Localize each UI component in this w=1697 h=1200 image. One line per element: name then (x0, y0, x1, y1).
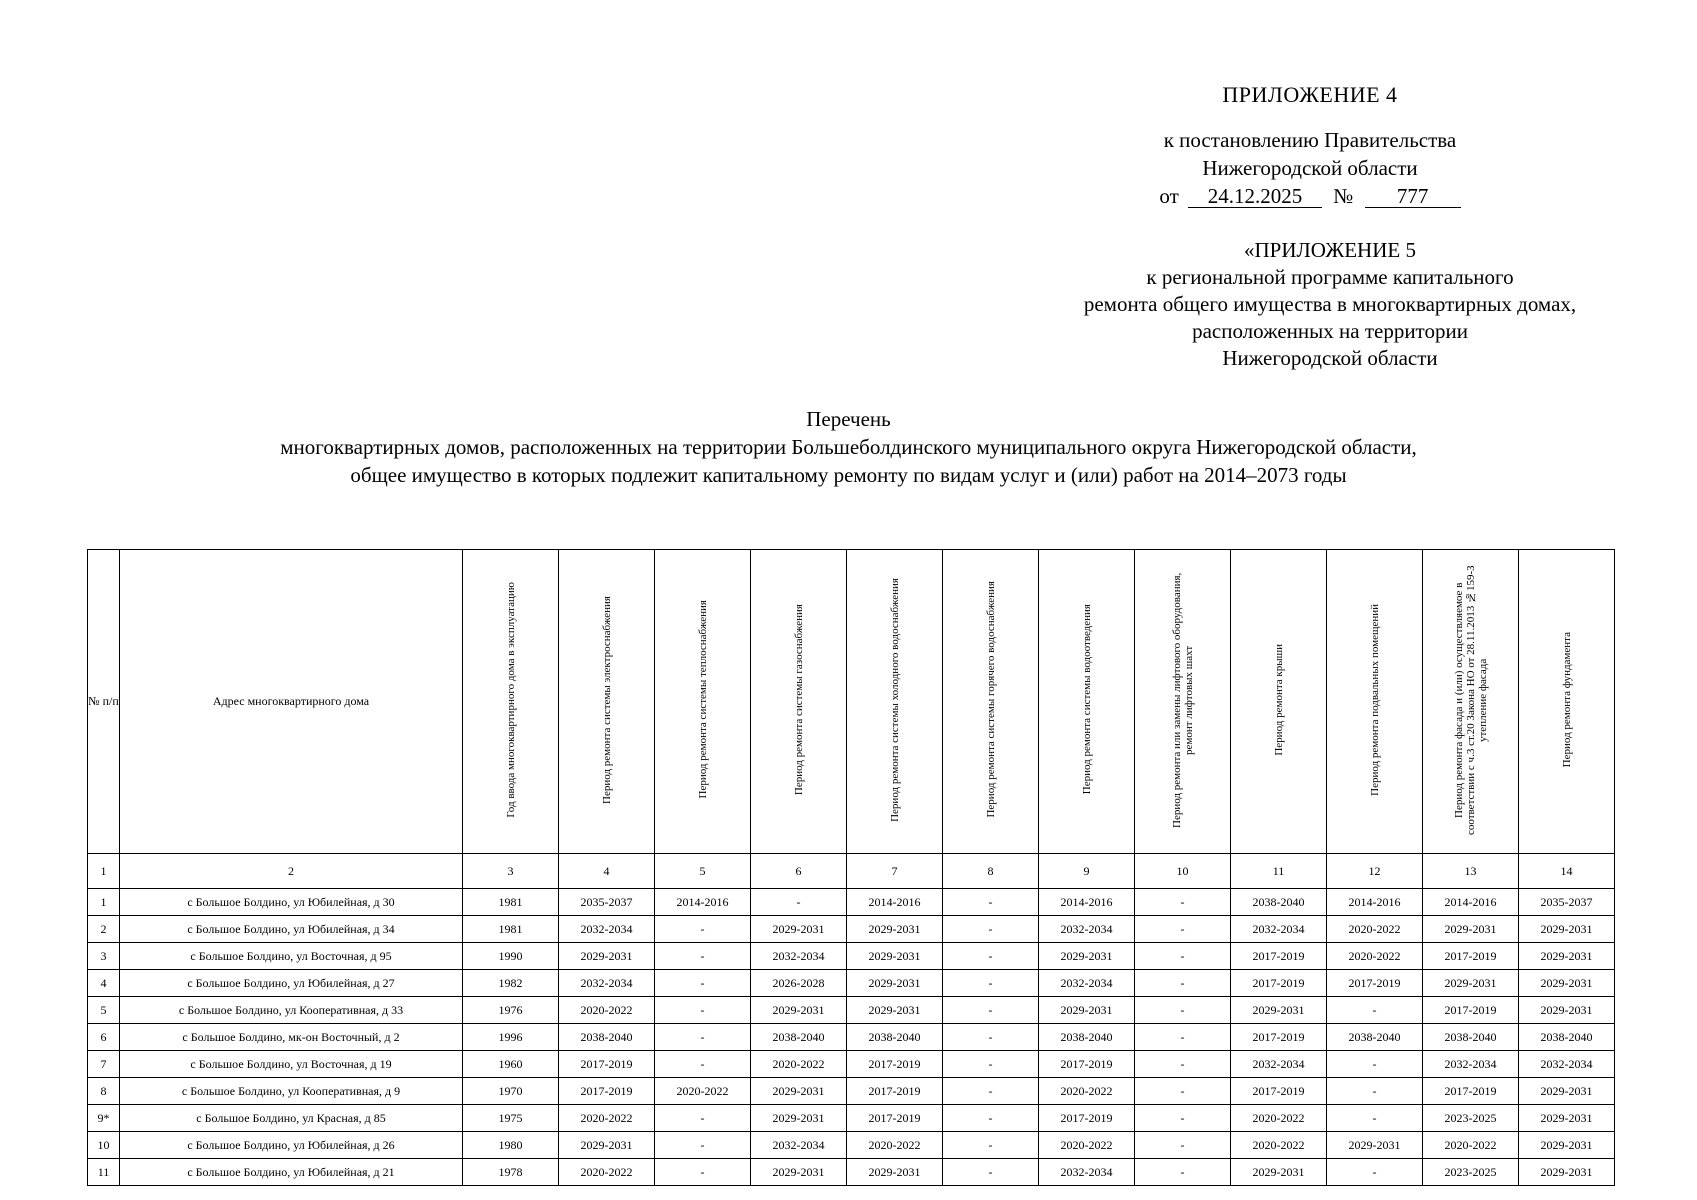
table-cell: 2032-2034 (751, 943, 847, 970)
table-row (88, 1051, 1615, 1078)
column-number: 11 (1231, 854, 1327, 889)
table-cell: 2032-2034 (1519, 1051, 1615, 1078)
table-cell: 2020-2022 (1327, 916, 1423, 943)
column-header (1423, 550, 1519, 854)
table-cell: 2029-2031 (1519, 997, 1615, 1024)
resolution-date: 24.12.2025 (1188, 185, 1322, 208)
column-number: 3 (463, 854, 559, 889)
table-cell: - (943, 1132, 1039, 1159)
address-cell: с Большое Болдино, ул Юбилейная, д 30 (120, 889, 463, 916)
table-cell: 2014-2016 (655, 889, 751, 916)
table-cell: 1976 (463, 997, 559, 1024)
column-number: 13 (1423, 854, 1519, 889)
column-header-label: Период ремонта подвальных помещений (1368, 603, 1381, 796)
table-cell: 2029-2031 (1519, 1159, 1615, 1186)
table-cell: 2017-2019 (847, 1078, 943, 1105)
table-cell: - (655, 1159, 751, 1186)
table-cell: 2020-2022 (847, 1132, 943, 1159)
column-header-label: Период ремонта крыши (1272, 643, 1285, 756)
table-cell: - (655, 943, 751, 970)
table-cell: 2020-2022 (1231, 1132, 1327, 1159)
table-cell: 2038-2040 (1039, 1024, 1135, 1051)
column-header-label: № п/п (88, 694, 119, 708)
table-cell: - (655, 1024, 751, 1051)
table-cell: 2020-2022 (559, 997, 655, 1024)
table-cell: 2032-2034 (751, 1132, 847, 1159)
table-cell: 2029-2031 (1423, 916, 1519, 943)
column-header-label: Период ремонта фасада и (или) осуществляемое в соответствии с ч.3 ст.20 Закона НО от 28.11.2013 №159-З утепление фасада (1452, 564, 1489, 835)
table-cell: 2017-2019 (559, 1078, 655, 1105)
table-cell: 2014-2016 (1039, 889, 1135, 916)
table-cell: - (1135, 1051, 1231, 1078)
table-cell: 2029-2031 (847, 970, 943, 997)
table-cell: - (943, 997, 1039, 1024)
resolution-number: 777 (1365, 185, 1461, 208)
table-row (88, 997, 1615, 1024)
column-number: 6 (751, 854, 847, 889)
column-header-label: Период ремонта системы электроснабжения (600, 595, 613, 804)
column-number-row (88, 854, 1615, 889)
column-number: 8 (943, 854, 1039, 889)
column-header (88, 550, 120, 854)
table-cell: - (943, 1105, 1039, 1132)
table-cell: 2029-2031 (1039, 943, 1135, 970)
table-cell: - (1327, 1105, 1423, 1132)
column-header (120, 550, 463, 854)
table-cell: 2020-2022 (1327, 943, 1423, 970)
table-cell: - (943, 889, 1039, 916)
row-number-cell: 5 (88, 997, 120, 1024)
table-cell: 2026-2028 (751, 970, 847, 997)
table-cell: - (655, 1132, 751, 1159)
table-cell: 2038-2040 (559, 1024, 655, 1051)
appendix-4-line-2: Нижегородской области (1202, 156, 1418, 180)
table-cell: 2029-2031 (847, 943, 943, 970)
column-header-label: Период ремонта системы холодного водоснабжения (888, 577, 901, 822)
appendix-5-block (1000, 237, 1660, 372)
table-cell: 2020-2022 (1039, 1132, 1135, 1159)
appendix-4-block (1080, 126, 1540, 210)
table-cell: 2029-2031 (1519, 1105, 1615, 1132)
table-row (88, 970, 1615, 997)
table-cell: - (1135, 1132, 1231, 1159)
table-cell: 1980 (463, 1132, 559, 1159)
table-cell: - (943, 1051, 1039, 1078)
address-cell: с Большое Болдино, ул Юбилейная, д 21 (120, 1159, 463, 1186)
table-cell: 2035-2037 (559, 889, 655, 916)
table-cell: 2023-2025 (1423, 1105, 1519, 1132)
table-cell: 1996 (463, 1024, 559, 1051)
table-cell: 1975 (463, 1105, 559, 1132)
heading-line-1: Перечень (806, 407, 891, 431)
table-cell: 2029-2031 (559, 943, 655, 970)
column-header-label: Период ремонта системы теплоснабжения (696, 600, 709, 799)
table-cell: 2038-2040 (847, 1024, 943, 1051)
appendix-5-line-4: Нижегородской области (1222, 346, 1438, 370)
column-number: 14 (1519, 854, 1615, 889)
row-number-cell: 6 (88, 1024, 120, 1051)
table-cell: 1970 (463, 1078, 559, 1105)
table-cell: 2029-2031 (1231, 997, 1327, 1024)
table-cell: 2029-2031 (751, 1105, 847, 1132)
table-cell: - (1327, 1159, 1423, 1186)
table-cell: 2020-2022 (655, 1078, 751, 1105)
table-cell: 1978 (463, 1159, 559, 1186)
table-cell: 2017-2019 (1231, 970, 1327, 997)
table-cell: 2020-2022 (559, 1159, 655, 1186)
document-heading (0, 405, 1697, 489)
column-header-label: Период ремонта системы водоотведения (1080, 604, 1093, 795)
table-cell: 2032-2034 (1423, 1051, 1519, 1078)
column-header-label: Период ремонта системы газоснабжения (792, 603, 805, 796)
table-cell: 2032-2034 (1039, 1159, 1135, 1186)
buildings-table (87, 549, 1615, 1186)
table-cell: - (1135, 970, 1231, 997)
table-cell: 2020-2022 (1231, 1105, 1327, 1132)
column-header-label: Год ввода многоквартирного дома в эксплуатацию (504, 581, 517, 818)
table-cell: 2038-2040 (1519, 1024, 1615, 1051)
table-cell: - (751, 889, 847, 916)
table-cell: 2038-2040 (1231, 889, 1327, 916)
table-cell: 2014-2016 (1423, 889, 1519, 916)
table-cell: - (655, 916, 751, 943)
table-cell: 2017-2019 (1231, 943, 1327, 970)
column-number: 5 (655, 854, 751, 889)
table-cell: - (1327, 1078, 1423, 1105)
table-cell: 2029-2031 (1039, 997, 1135, 1024)
row-number-cell: 3 (88, 943, 120, 970)
column-header (1519, 550, 1615, 854)
column-header-label: Период ремонта системы горячего водоснабжения (984, 581, 997, 818)
table-cell: - (943, 916, 1039, 943)
table-cell: 2017-2019 (1231, 1024, 1327, 1051)
number-sign: № (1333, 184, 1354, 208)
column-header-label: Период ремонта или замены лифтового оборудования, ремонт лифтовых шахт (1170, 571, 1195, 828)
column-number: 10 (1135, 854, 1231, 889)
table-cell: 2017-2019 (1327, 970, 1423, 997)
table-cell: 2023-2025 (1423, 1159, 1519, 1186)
table-cell: - (1135, 1024, 1231, 1051)
appendix-5-title: «ПРИЛОЖЕНИЕ 5 (1244, 238, 1416, 262)
column-header (943, 550, 1039, 854)
table-cell: 2017-2019 (1039, 1105, 1135, 1132)
appendix-5-line-2: ремонта общего имущества в многоквартирных домах, (1083, 292, 1577, 316)
address-cell: с Большое Болдино, ул Юбилейная, д 27 (120, 970, 463, 997)
column-header (1231, 550, 1327, 854)
table-cell: 2029-2031 (751, 916, 847, 943)
table-cell: 2035-2037 (1519, 889, 1615, 916)
table-cell: - (943, 1024, 1039, 1051)
table-cell: 2017-2019 (1039, 1051, 1135, 1078)
table-cell: - (943, 1078, 1039, 1105)
row-number-cell: 10 (88, 1132, 120, 1159)
table-cell: 2029-2031 (1519, 970, 1615, 997)
table-row (88, 1078, 1615, 1105)
column-header (463, 550, 559, 854)
table-cell: 2032-2034 (1231, 916, 1327, 943)
table-cell: - (943, 1159, 1039, 1186)
column-number: 4 (559, 854, 655, 889)
table-cell: - (1327, 1051, 1423, 1078)
heading-line-3: общее имущество в которых подлежит капитальному ремонту по видам услуг и (или) работ на 2014–2073 годы (350, 463, 1347, 487)
column-number: 9 (1039, 854, 1135, 889)
table-row (88, 889, 1615, 916)
table-cell: 2038-2040 (1423, 1024, 1519, 1051)
address-cell: с Большое Болдино, мк-он Восточный, д 2 (120, 1024, 463, 1051)
table-cell: 2029-2031 (751, 1078, 847, 1105)
table-cell: 2032-2034 (559, 916, 655, 943)
table-row (88, 1024, 1615, 1051)
table-cell: 2029-2031 (559, 1132, 655, 1159)
table-row (88, 1159, 1615, 1186)
date-prefix: от (1159, 184, 1179, 208)
address-cell: с Большое Болдино, ул Кооперативная, д 9 (120, 1078, 463, 1105)
appendix-5-line-1: к региональной программе капитального (1146, 265, 1514, 289)
row-number-cell: 2 (88, 916, 120, 943)
table-cell: 2029-2031 (1327, 1132, 1423, 1159)
table-cell: 2029-2031 (751, 997, 847, 1024)
table-row (88, 943, 1615, 970)
column-number: 7 (847, 854, 943, 889)
table-cell: - (655, 1051, 751, 1078)
table-cell: 2038-2040 (1327, 1024, 1423, 1051)
column-header (1327, 550, 1423, 854)
table-cell: 2014-2016 (1327, 889, 1423, 916)
table-cell: 2029-2031 (847, 1159, 943, 1186)
table-cell: 2017-2019 (1423, 1078, 1519, 1105)
column-header-label: Период ремонта фундамента (1560, 631, 1573, 768)
table-cell: 2029-2031 (1519, 1078, 1615, 1105)
table-cell: 2014-2016 (847, 889, 943, 916)
table-cell: 2020-2022 (559, 1105, 655, 1132)
appendix-4-title: ПРИЛОЖЕНИЕ 4 (1222, 82, 1398, 107)
row-number-cell: 4 (88, 970, 120, 997)
address-cell: с Большое Болдино, ул Юбилейная, д 34 (120, 916, 463, 943)
table-cell: 2029-2031 (751, 1159, 847, 1186)
row-number-cell: 9* (88, 1105, 120, 1132)
column-header (1135, 550, 1231, 854)
table-cell: 1981 (463, 889, 559, 916)
table-cell: 2020-2022 (1039, 1078, 1135, 1105)
table-cell: 2032-2034 (559, 970, 655, 997)
address-cell: с Большое Болдино, ул Красная, д 85 (120, 1105, 463, 1132)
table-cell: 2017-2019 (1231, 1078, 1327, 1105)
table-cell: - (1135, 916, 1231, 943)
table-cell: 2029-2031 (1519, 1132, 1615, 1159)
table-cell: 2029-2031 (1231, 1159, 1327, 1186)
column-header (1039, 550, 1135, 854)
row-number-cell: 7 (88, 1051, 120, 1078)
appendix-5-line-3: расположенных на территории (1192, 319, 1468, 343)
table-cell: 2017-2019 (1423, 943, 1519, 970)
row-number-cell: 11 (88, 1159, 120, 1186)
table-cell: - (1135, 997, 1231, 1024)
table-row (88, 1132, 1615, 1159)
table-cell: - (1135, 1078, 1231, 1105)
table-cell: 2032-2034 (1039, 970, 1135, 997)
table-cell: 1982 (463, 970, 559, 997)
table-cell: - (943, 970, 1039, 997)
table-cell: - (655, 970, 751, 997)
table-cell: - (1135, 943, 1231, 970)
table-cell: 1990 (463, 943, 559, 970)
table-cell: 2017-2019 (1423, 997, 1519, 1024)
table-cell: 2029-2031 (847, 916, 943, 943)
column-header (559, 550, 655, 854)
heading-line-2: многоквартирных домов, расположенных на территории Большеболдинского муниципального округа Нижегородской области, (280, 435, 1417, 459)
table-row (88, 916, 1615, 943)
table-cell: 2017-2019 (847, 1051, 943, 1078)
table-cell: 2032-2034 (1039, 916, 1135, 943)
table-cell: - (943, 943, 1039, 970)
column-number: 2 (120, 854, 463, 889)
table-cell: - (655, 1105, 751, 1132)
table-cell: 2017-2019 (559, 1051, 655, 1078)
table-row (88, 1105, 1615, 1132)
table-cell: - (1135, 1105, 1231, 1132)
address-cell: с Большое Болдино, ул Восточная, д 95 (120, 943, 463, 970)
table-cell: 2029-2031 (847, 997, 943, 1024)
address-cell: с Большое Болдино, ул Кооперативная, д 33 (120, 997, 463, 1024)
row-number-cell: 1 (88, 889, 120, 916)
table-cell: 2020-2022 (751, 1051, 847, 1078)
column-header (847, 550, 943, 854)
column-number: 1 (88, 854, 120, 889)
table-cell: 2017-2019 (847, 1105, 943, 1132)
address-cell: с Большое Болдино, ул Юбилейная, д 26 (120, 1132, 463, 1159)
address-cell: с Большое Болдино, ул Восточная, д 19 (120, 1051, 463, 1078)
table-cell: - (1327, 997, 1423, 1024)
column-header (655, 550, 751, 854)
table-cell: - (1135, 1159, 1231, 1186)
column-header (751, 550, 847, 854)
table-cell: 2032-2034 (1231, 1051, 1327, 1078)
table-cell: 1981 (463, 916, 559, 943)
table-cell: 2029-2031 (1519, 943, 1615, 970)
table-cell: 2020-2022 (1423, 1132, 1519, 1159)
table-cell: 1960 (463, 1051, 559, 1078)
table-cell: - (1135, 889, 1231, 916)
table-cell: 2029-2031 (1519, 916, 1615, 943)
table-cell: 2038-2040 (751, 1024, 847, 1051)
row-number-cell: 8 (88, 1078, 120, 1105)
column-number: 12 (1327, 854, 1423, 889)
table-cell: - (655, 997, 751, 1024)
appendix-4-line-1: к постановлению Правительства (1163, 128, 1457, 152)
table-header-row (88, 550, 1615, 854)
appendix-4-date-line (1159, 182, 1460, 210)
table-cell: 2029-2031 (1423, 970, 1519, 997)
column-header-label: Адрес многоквартирного дома (212, 694, 370, 708)
